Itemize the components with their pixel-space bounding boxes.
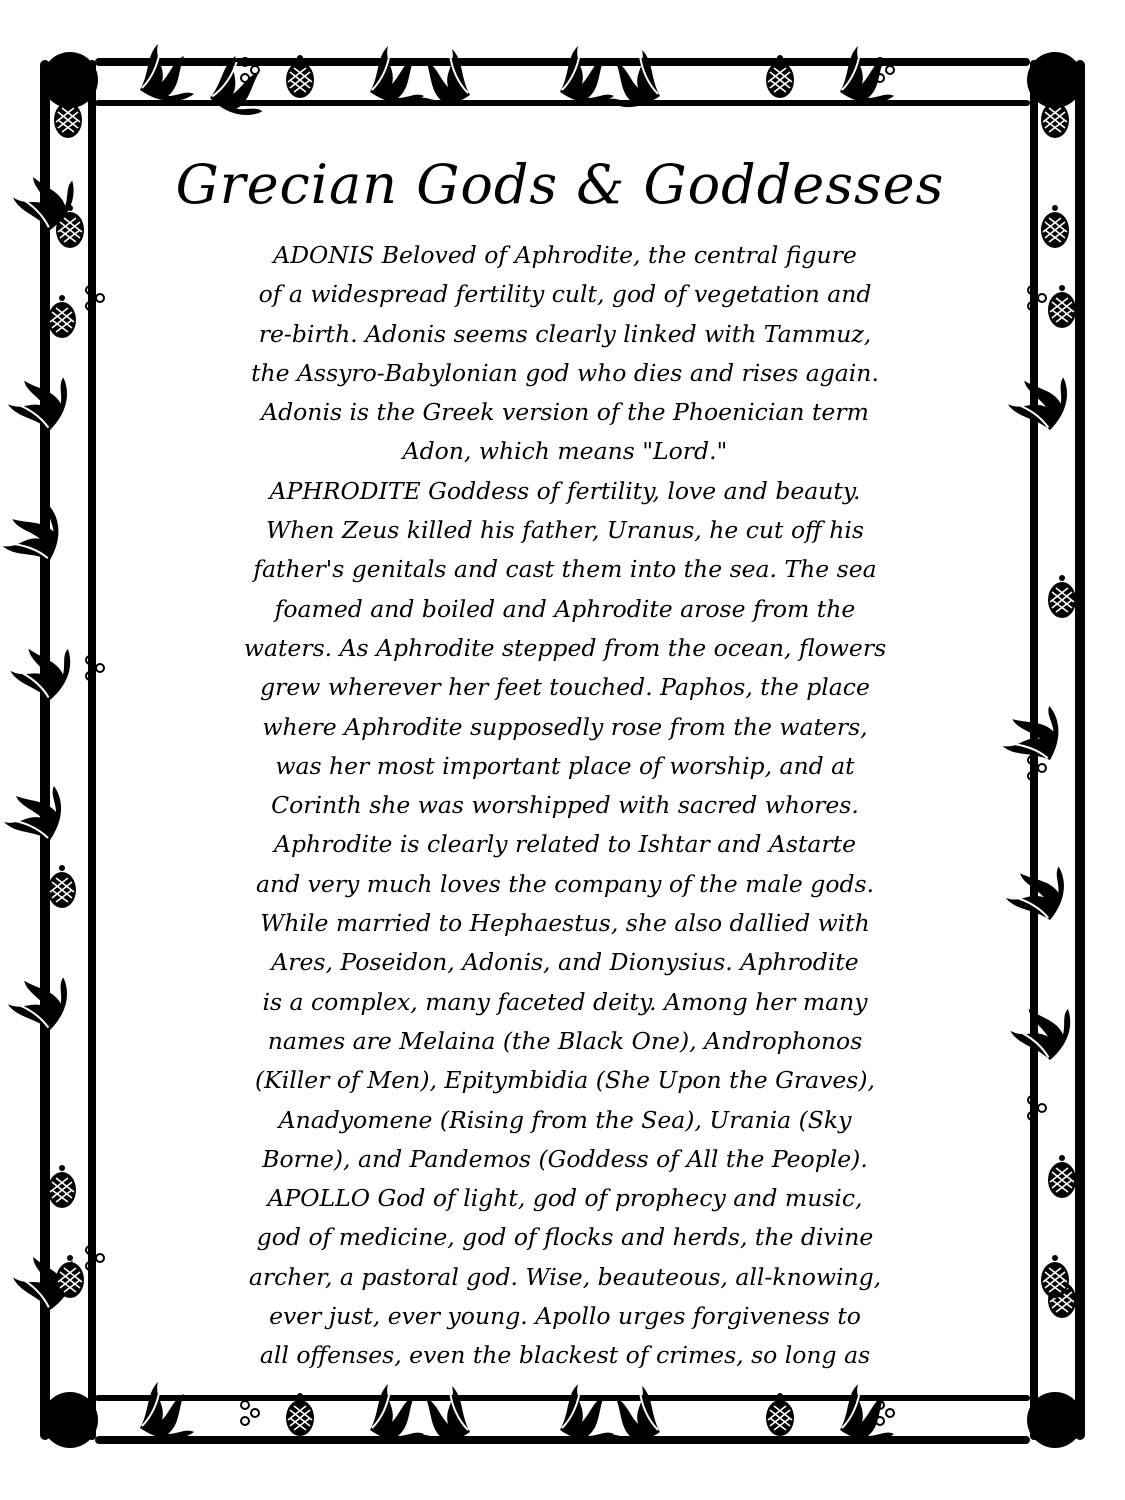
text-line: ever just, ever young. Apollo urges forgiveness to <box>269 1302 861 1331</box>
text-line: is a complex, many faceted deity. Among her many <box>262 987 868 1016</box>
text-line: grew wherever her feet touched. Paphos, the place <box>260 673 870 702</box>
text-line: While married to Hephaestus, she also dallied with <box>260 909 870 938</box>
text-line: all offenses, even the blackest of crimes, so long as <box>259 1341 871 1370</box>
top-border-band <box>95 44 1030 118</box>
right-border-band <box>999 60 1085 1440</box>
text-line: father's genitals and cast them into the sea. The sea <box>253 555 877 584</box>
text-line: re-birth. Adonis seems clearly linked with Tammuz, <box>258 319 872 348</box>
text-line: Anadyomene (Rising from the Sea), Urania (Sky <box>278 1105 852 1134</box>
text-line: Ares, Poseidon, Adonis, and Dionysius. Aphrodite <box>271 948 859 977</box>
text-line: foamed and boiled and Aphrodite arose from the <box>274 594 856 623</box>
left-border-band <box>0 60 104 1440</box>
text-line: and very much loves the company of the male gods. <box>255 869 875 898</box>
text-line: ADONIS Beloved of Aphrodite, the central figure <box>273 241 857 269</box>
text-line: was her most important place of worship, and at <box>275 751 855 780</box>
text-line: Adon, which means "Lord." <box>402 437 728 466</box>
text-line: where Aphrodite supposedly rose from the waters, <box>262 712 868 741</box>
text-line: Borne), and Pandemos (Goddess of All the People). <box>262 1144 868 1173</box>
text-line: names are Melaina (the Black One), Androphonos <box>267 1026 863 1055</box>
body-text <box>150 236 980 1376</box>
text-line: archer, a pastoral god. Wise, beauteous, all-knowing, <box>248 1262 882 1291</box>
text-line: APHRODITE Goddess of fertility, love and beauty. <box>269 476 861 505</box>
text-line: APOLLO God of light, god of prophecy and music, <box>267 1184 863 1213</box>
text-line: the Assyro-Babylonian god who dies and rises again. <box>251 358 879 387</box>
bottom-border-band <box>95 1382 1030 1444</box>
text-line: god of medicine, god of flocks and herds, the divine <box>256 1223 874 1252</box>
text-line: (Killer of Men), Epitymbidia (She Upon the Graves), <box>255 1066 875 1095</box>
page-title: Grecian Gods & Goddesses <box>175 153 945 216</box>
text-line: Aphrodite is clearly related to Ishtar and Astarte <box>273 830 856 859</box>
text-line: waters. As Aphrodite stepped from the ocean, flowers <box>243 633 887 662</box>
text-line: of a widespread fertility cult, god of vegetation and <box>258 280 872 309</box>
text-line: Adonis is the Greek version of the Phoenician term <box>261 398 869 427</box>
text-line: When Zeus killed his father, Uranus, he cut off his <box>266 516 864 545</box>
text-line: Corinth she was worshipped with sacred whores. <box>271 791 859 820</box>
